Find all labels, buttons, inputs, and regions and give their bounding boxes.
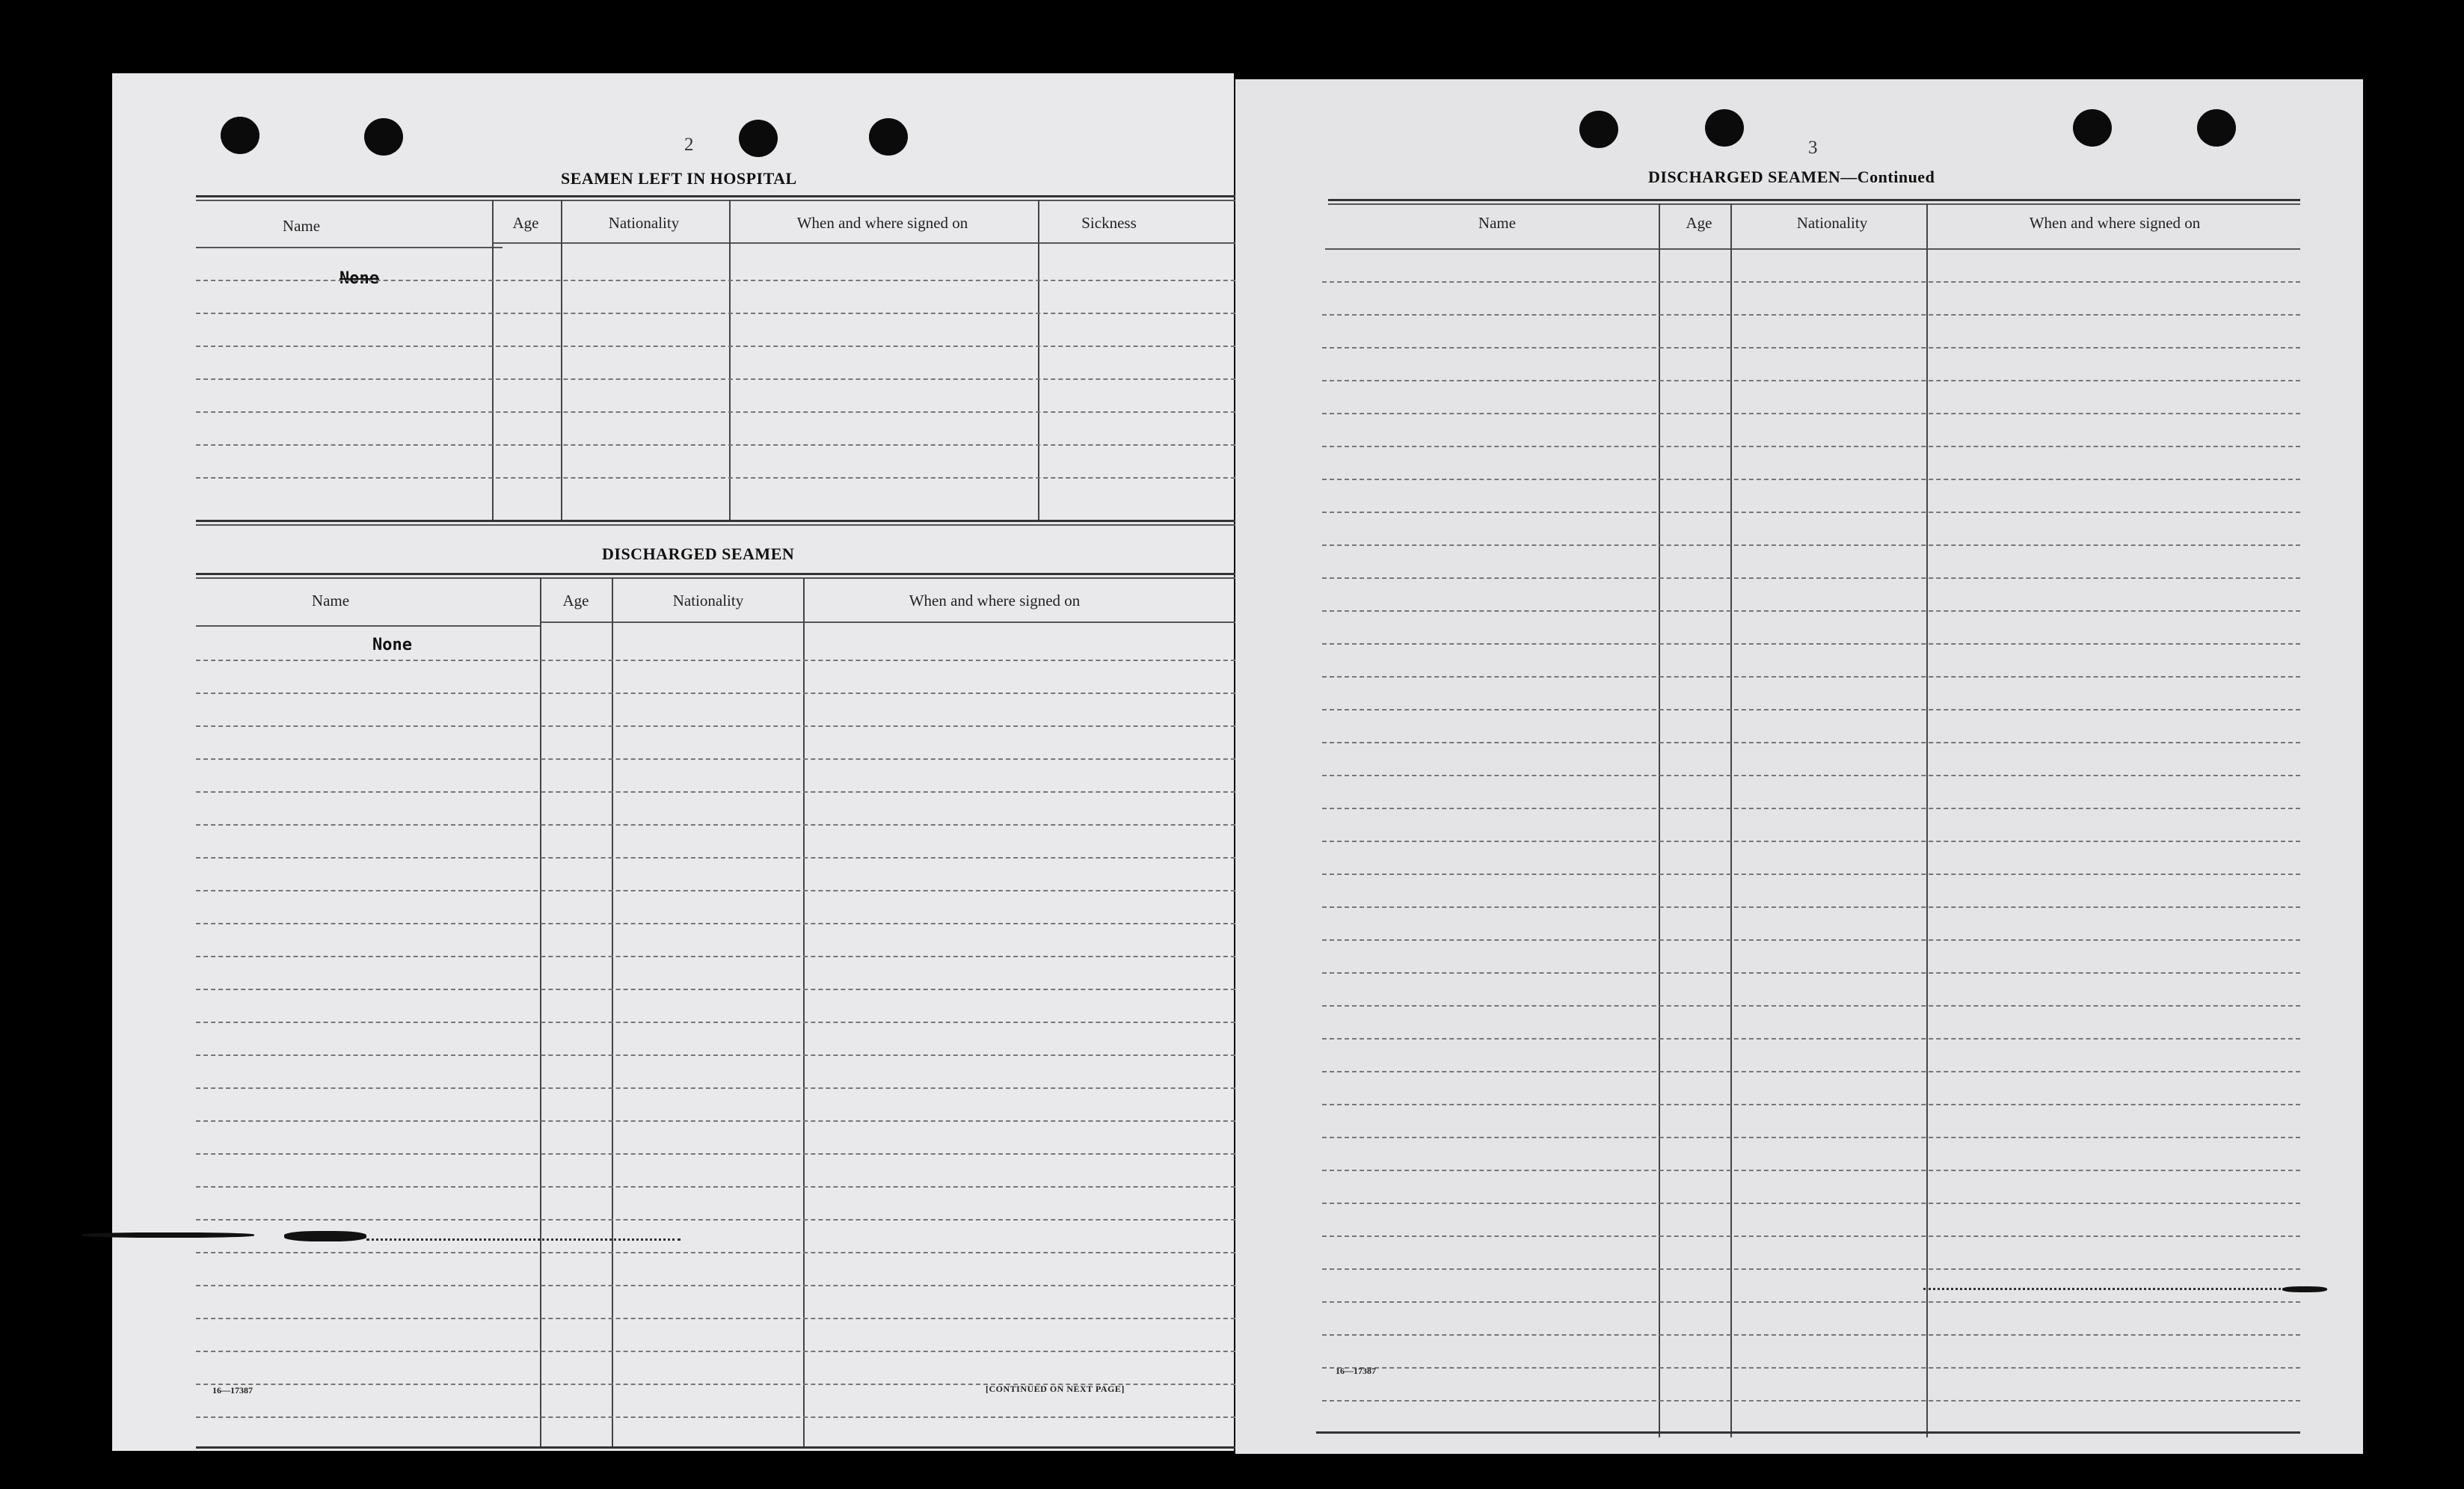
row-line bbox=[196, 444, 1265, 446]
right-page bbox=[1235, 79, 2363, 1454]
row-line bbox=[196, 313, 1265, 314]
row-line bbox=[1322, 742, 2300, 743]
table-rule bbox=[196, 573, 1259, 575]
table-rule bbox=[1328, 203, 2300, 205]
scan-artifact bbox=[82, 1232, 254, 1238]
column-header-name: Name bbox=[282, 217, 321, 235]
column-divider bbox=[729, 200, 731, 520]
column-divider bbox=[492, 200, 494, 520]
row-line bbox=[1322, 347, 2300, 349]
row-line bbox=[1322, 1235, 2300, 1237]
row-line bbox=[196, 1054, 1258, 1056]
hospital-section-title: SEAMEN LEFT IN HOSPITAL bbox=[561, 169, 797, 188]
row-line bbox=[1322, 906, 2300, 908]
table-rule bbox=[1328, 199, 2300, 201]
section-title-suffix: —Continued bbox=[1840, 168, 1935, 186]
table-rule bbox=[196, 524, 1259, 526]
discharged-section-title: DISCHARGED SEAMEN bbox=[602, 544, 795, 563]
row-line bbox=[1322, 1268, 2300, 1270]
row-line bbox=[1322, 413, 2300, 414]
header-rule bbox=[492, 242, 1252, 244]
section-title-text: DISCHARGED SEAMEN bbox=[1648, 168, 1841, 186]
row-line bbox=[196, 791, 1258, 793]
row-line bbox=[1322, 380, 2300, 381]
punch-hole bbox=[869, 118, 908, 156]
row-line bbox=[1322, 841, 2300, 842]
continued-note: [CONTINUED ON NEXT PAGE] bbox=[986, 1384, 1125, 1394]
column-divider bbox=[1659, 203, 1660, 1437]
row-line bbox=[196, 923, 1258, 924]
scan-artifact bbox=[2282, 1286, 2327, 1292]
column-divider bbox=[1730, 203, 1732, 1437]
row-line bbox=[1322, 577, 2300, 579]
table-rule bbox=[1316, 1431, 2300, 1434]
header-rule bbox=[540, 621, 1259, 623]
row-line bbox=[1322, 1071, 2300, 1072]
column-divider bbox=[561, 200, 562, 520]
row-line bbox=[196, 1351, 1258, 1352]
row-line bbox=[196, 693, 1258, 694]
punch-hole bbox=[1579, 111, 1618, 148]
row-line bbox=[1322, 1367, 2300, 1369]
row-line bbox=[196, 378, 1265, 380]
table-rule bbox=[196, 1446, 1258, 1449]
column-header-signed-on: When and where signed on bbox=[2029, 214, 2201, 232]
row-line bbox=[1322, 512, 2300, 513]
row-line bbox=[1322, 314, 2300, 316]
row-line bbox=[196, 758, 1258, 760]
discharged-entry: None bbox=[372, 636, 412, 654]
row-line bbox=[196, 989, 1258, 990]
hospital-entry: None bbox=[340, 269, 379, 288]
punch-hole bbox=[1705, 109, 1744, 147]
scan-artifact bbox=[366, 1238, 680, 1244]
row-line bbox=[1322, 874, 2300, 875]
punch-hole bbox=[739, 120, 778, 157]
row-line bbox=[196, 890, 1258, 891]
row-line bbox=[196, 1153, 1258, 1155]
column-header-name: Name bbox=[1478, 214, 1517, 232]
row-line bbox=[1322, 1137, 2300, 1138]
section-title bbox=[1648, 168, 1935, 187]
row-line bbox=[196, 1318, 1258, 1319]
column-divider bbox=[1038, 200, 1039, 520]
row-line bbox=[196, 956, 1258, 957]
page-number: 2 bbox=[684, 135, 694, 155]
column-header-signed-on: When and where signed on bbox=[909, 592, 1081, 610]
row-line bbox=[1322, 544, 2300, 546]
page-number: 3 bbox=[1808, 138, 1818, 158]
row-line bbox=[1322, 1301, 2300, 1303]
form-number: 16—17387 bbox=[212, 1385, 253, 1396]
table-rule bbox=[196, 195, 1252, 197]
row-line bbox=[196, 660, 1258, 661]
scan-artifact bbox=[1923, 1288, 2312, 1293]
row-line bbox=[1322, 939, 2300, 941]
row-line bbox=[196, 1186, 1258, 1188]
column-header-nationality: Nationality bbox=[1796, 214, 1868, 232]
scan-artifact bbox=[284, 1231, 366, 1241]
row-line bbox=[1322, 775, 2300, 776]
row-line bbox=[1322, 1038, 2300, 1040]
row-line bbox=[1322, 709, 2300, 710]
row-line bbox=[196, 725, 1258, 727]
column-header-age: Age bbox=[512, 214, 539, 232]
table-rule bbox=[196, 520, 1259, 522]
column-divider bbox=[1926, 203, 1928, 1437]
row-line bbox=[196, 1285, 1258, 1286]
row-line bbox=[1322, 1400, 2300, 1401]
punch-hole bbox=[2197, 109, 2236, 147]
row-line bbox=[196, 824, 1258, 826]
punch-hole bbox=[221, 117, 259, 154]
table-rule bbox=[196, 200, 1252, 201]
row-line bbox=[196, 1087, 1258, 1089]
row-line bbox=[1322, 446, 2300, 447]
row-line bbox=[196, 1416, 1258, 1418]
row-line bbox=[1322, 643, 2300, 645]
row-line bbox=[1322, 808, 2300, 809]
row-line bbox=[196, 280, 1265, 281]
row-line bbox=[196, 1252, 1258, 1253]
column-header-signed-on: When and where signed on bbox=[796, 214, 968, 232]
column-header-age: Age bbox=[562, 592, 589, 610]
row-line bbox=[1322, 1170, 2300, 1171]
row-line bbox=[1322, 479, 2300, 480]
row-line bbox=[1322, 676, 2300, 678]
row-line bbox=[196, 411, 1265, 413]
row-line bbox=[1322, 1104, 2300, 1105]
form-number: 16—17387 bbox=[1336, 1366, 1376, 1376]
row-line bbox=[196, 857, 1258, 859]
table-rule bbox=[196, 577, 1259, 579]
row-line bbox=[1322, 281, 2300, 283]
row-line bbox=[196, 1022, 1258, 1023]
row-line bbox=[1322, 972, 2300, 974]
punch-hole bbox=[2073, 109, 2112, 147]
header-rule bbox=[196, 625, 540, 627]
row-line bbox=[1322, 1005, 2300, 1007]
row-line bbox=[196, 1120, 1258, 1122]
column-header-nationality: Nationality bbox=[608, 214, 680, 232]
column-header-sickness: Sickness bbox=[1081, 214, 1137, 232]
header-rule bbox=[1325, 248, 2300, 250]
row-line bbox=[1322, 1203, 2300, 1204]
row-line bbox=[196, 477, 1265, 479]
row-line bbox=[196, 346, 1265, 347]
column-header-name: Name bbox=[311, 592, 350, 610]
column-header-age: Age bbox=[1686, 214, 1712, 232]
row-line bbox=[1322, 1334, 2300, 1336]
header-rule bbox=[196, 247, 503, 248]
column-header-nationality: Nationality bbox=[672, 592, 744, 610]
punch-hole bbox=[364, 118, 403, 156]
row-line bbox=[1322, 610, 2300, 612]
row-line bbox=[196, 1219, 1258, 1221]
left-page bbox=[112, 73, 1234, 1451]
